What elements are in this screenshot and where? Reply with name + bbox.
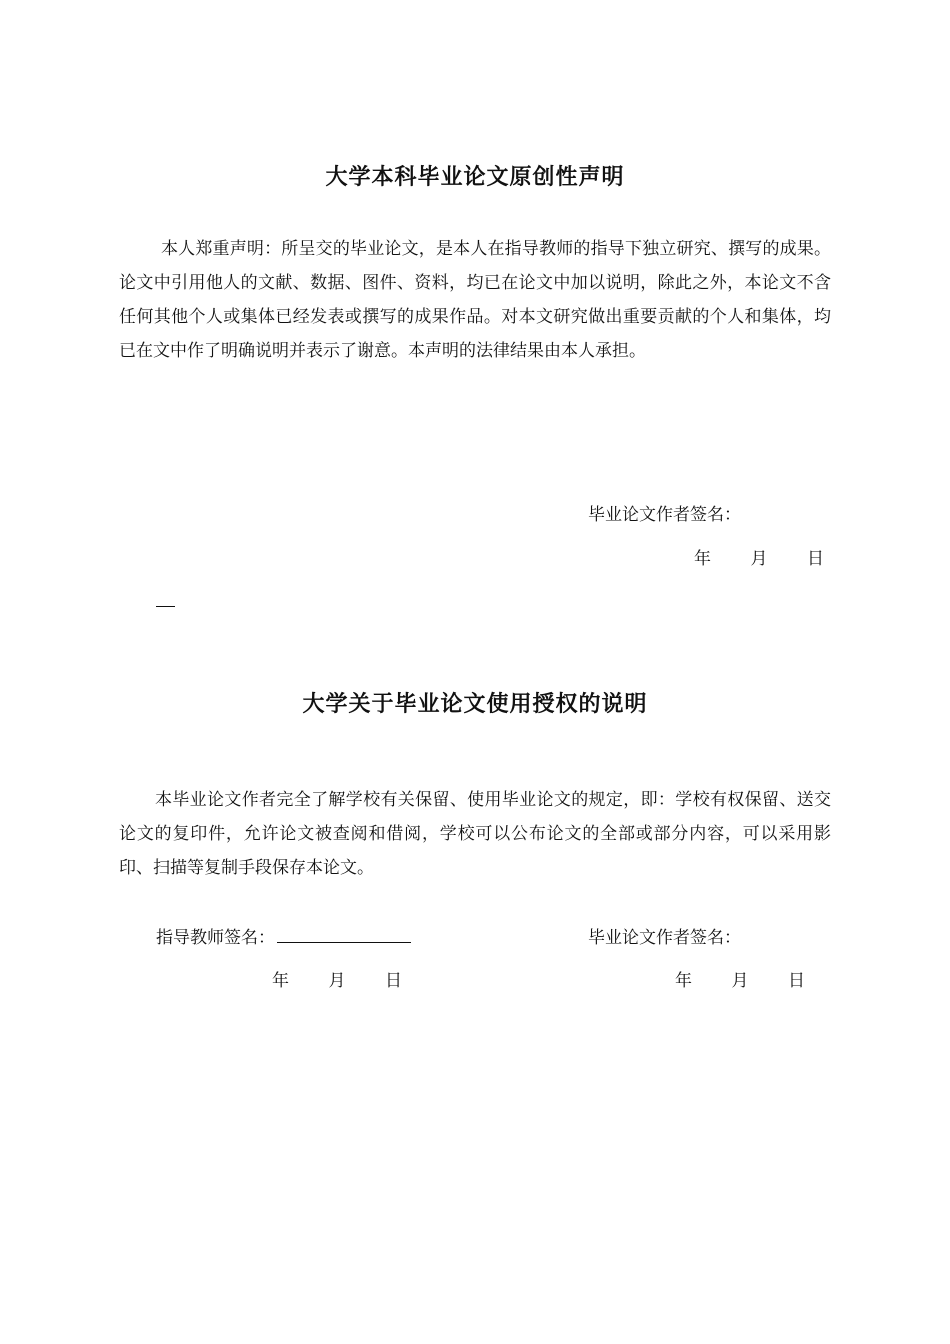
day-label: 日: [788, 971, 805, 991]
declaration-author-signature-label: 毕业论文作者签名：: [588, 505, 741, 525]
year-label: 年: [272, 971, 289, 991]
advisor-signature: [156, 923, 411, 948]
declaration-title: 大学本科毕业论文原创性声明: [325, 165, 625, 190]
author-date: [675, 966, 805, 991]
month-label: 月: [731, 971, 749, 991]
authorization-author-signature-label: 毕业论文作者签名：: [588, 928, 741, 948]
authorization-title: 大学关于毕业论文使用授权的说明: [302, 692, 648, 717]
declaration-date: [694, 544, 824, 569]
year-label: 年: [694, 549, 711, 569]
day-label: 日: [385, 971, 402, 991]
separator-dash: [156, 606, 175, 607]
month-label: 月: [750, 549, 768, 569]
day-label: 日: [807, 549, 824, 569]
authorization-body: 本毕业论文作者完全了解学校有关保留、使用毕业论文的规定，即：学校有权保留、送交论文的复印件，允许论文被查阅和借阅，学校可以公布论文的全部或部分内容，可以采用影印、扫描等复制手段保存本论文。: [119, 790, 831, 878]
month-label: 月: [328, 971, 346, 991]
year-label: 年: [675, 971, 692, 991]
advisor-signature-label: 指导教师签名：: [156, 928, 275, 948]
advisor-date: [272, 966, 402, 991]
declaration-body: 本人郑重声明：所呈交的毕业论文，是本人在指导教师的指导下独立研究、撰写的成果。论文中引用他人的文献、数据、图件、资料，均已在论文中加以说明，除此之外，本论文不含任何其他个人或集体已经发表或撰写的成果作品。对本文研究做出重要贡献的个人和集体，均已在文中作了明确说明并表示了谢意。本声明的法律结果由本人承担。: [119, 239, 831, 361]
advisor-signature-line[interactable]: [277, 924, 411, 943]
